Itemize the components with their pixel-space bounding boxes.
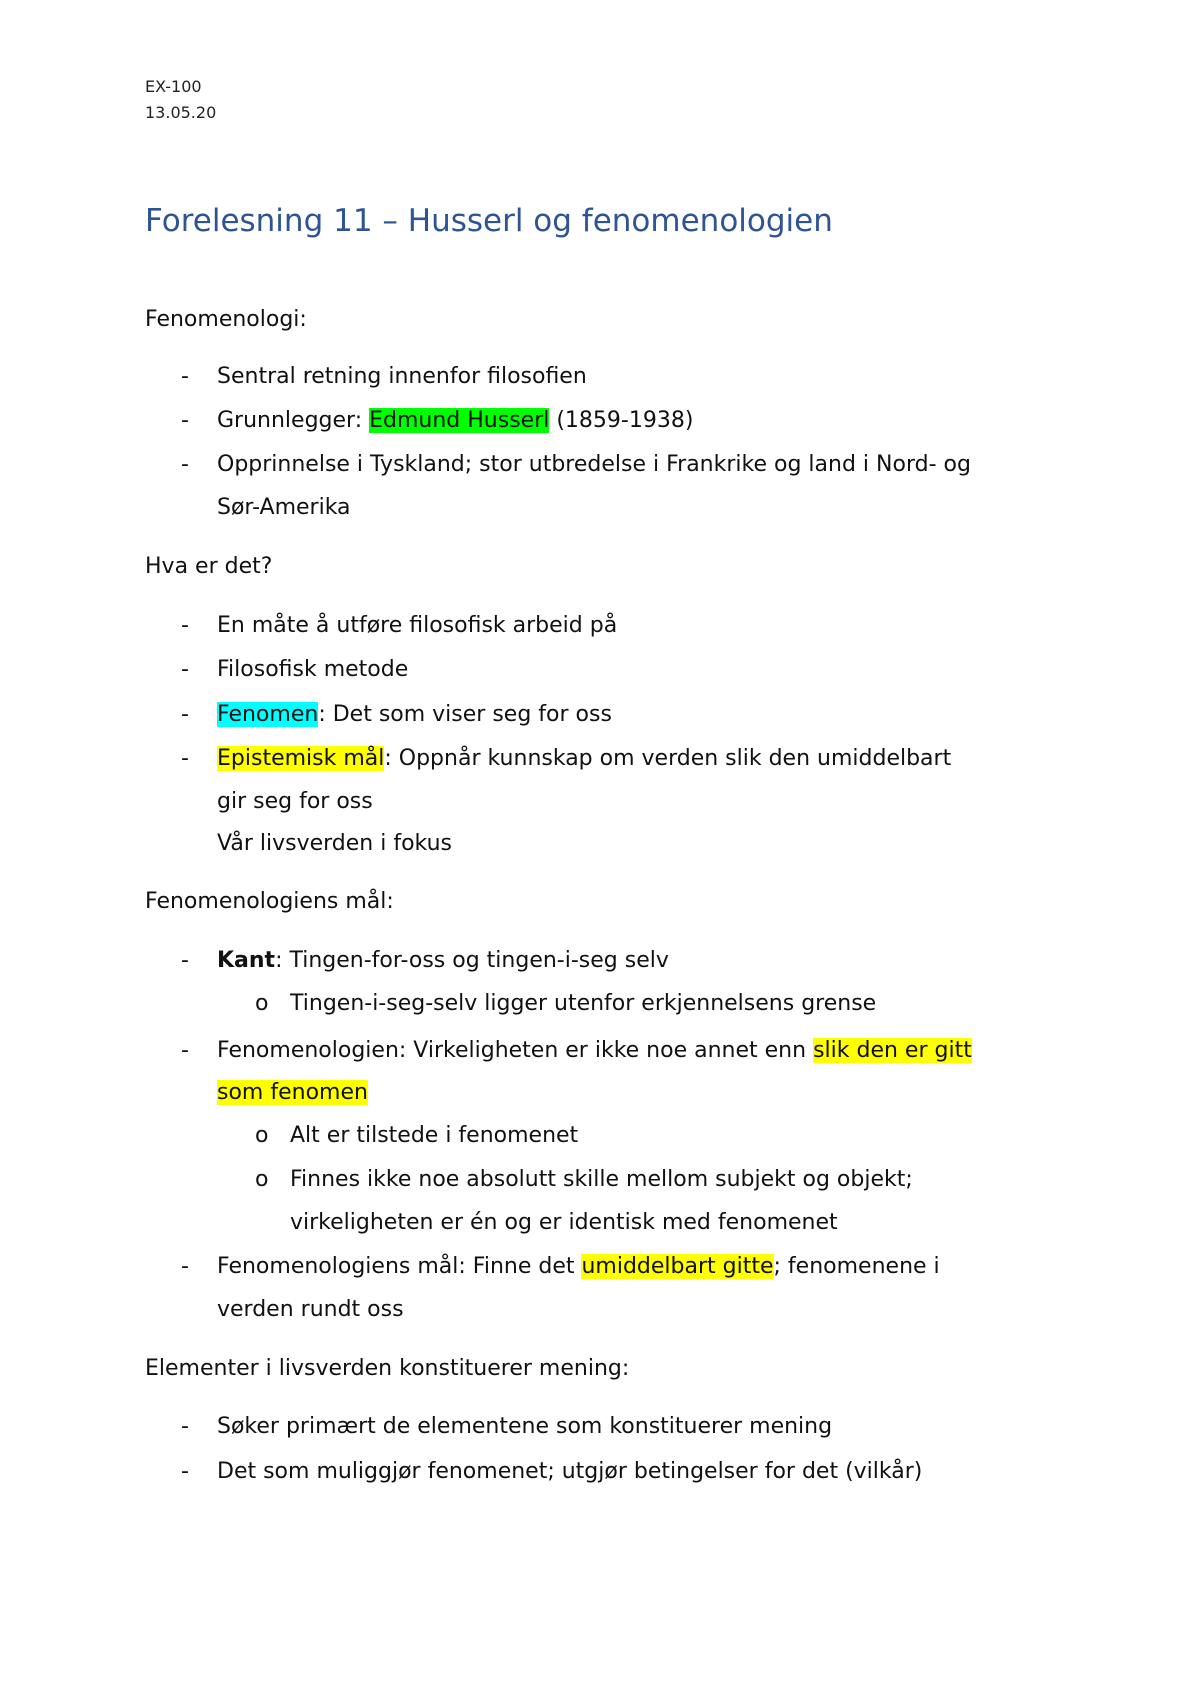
sub-list-item-continuation: virkeligheten er én og er identisk med fenomenet — [290, 1210, 838, 1235]
dash-bullet: - — [181, 364, 189, 389]
list-item — [217, 408, 693, 433]
list-item: Søker primært de elementene som konstituerer mening — [217, 1414, 833, 1439]
bold-term: Kant — [217, 948, 276, 973]
dash-bullet: - — [181, 1459, 189, 1484]
section-heading-fenomenologiens-mal: Fenomenologiens mål: — [145, 889, 394, 914]
list-item-continuation — [217, 1080, 368, 1105]
text: (1859-1938) — [549, 408, 694, 433]
dash-bullet: - — [181, 948, 189, 973]
page-title: Forelesning 11 – Husserl og fenomenologien — [145, 203, 833, 239]
section-heading-hva-er-det: Hva er det? — [145, 554, 273, 579]
list-item-continuation: Sør-Amerika — [217, 495, 351, 520]
dash-bullet: - — [181, 408, 189, 433]
list-item: Det som muliggjør fenomenet; utgjør betingelser for det (vilkår) — [217, 1459, 923, 1484]
list-item — [217, 1254, 940, 1279]
dash-bullet: - — [181, 452, 189, 477]
sub-list-item: Finnes ikke noe absolutt skille mellom subjekt og objekt; — [290, 1167, 913, 1192]
sub-bullet: o — [255, 1123, 269, 1148]
sub-list-item: Tingen-i-seg-selv ligger utenfor erkjennelsens grense — [290, 991, 877, 1016]
list-item: En måte å utføre filosofisk arbeid på — [217, 613, 618, 638]
dash-bullet: - — [181, 1254, 189, 1279]
highlight-yellow: umiddelbart gitte — [581, 1254, 774, 1279]
list-item-continuation: verden rundt oss — [217, 1297, 404, 1322]
date: 13.05.20 — [145, 103, 217, 122]
dash-bullet: - — [181, 1414, 189, 1439]
text: Fenomenologiens mål: Finne det — [217, 1254, 582, 1279]
section-heading-fenomenologi: Fenomenologi: — [145, 307, 307, 332]
list-item: Sentral retning innenfor filosofien — [217, 364, 587, 389]
text: Grunnlegger: — [217, 408, 370, 433]
dash-bullet: - — [181, 657, 189, 682]
list-item-continuation: gir seg for oss — [217, 789, 373, 814]
text: Fenomenologien: Virkeligheten er ikke noe annet enn — [217, 1038, 814, 1063]
highlight-green: Edmund Husserl — [369, 408, 550, 433]
list-item — [217, 1038, 972, 1063]
list-item: Opprinnelse i Tyskland; stor utbredelse i Frankrike og land i Nord- og — [217, 452, 971, 477]
section-heading-elementer: Elementer i livsverden konstituerer mening: — [145, 1356, 630, 1381]
highlight-yellow: Epistemisk mål — [217, 746, 385, 771]
sub-bullet: o — [255, 1167, 269, 1192]
highlight-cyan: Fenomen — [217, 702, 319, 727]
list-item: Filosofisk metode — [217, 657, 409, 682]
course-code: EX-100 — [145, 77, 202, 96]
highlight-yellow: slik den er gitt — [813, 1038, 972, 1063]
list-item — [217, 948, 669, 973]
text: : Det som viser seg for oss — [318, 702, 612, 727]
list-item-continuation: Vår livsverden i fokus — [217, 831, 452, 856]
dash-bullet: - — [181, 613, 189, 638]
dash-bullet: - — [181, 702, 189, 727]
dash-bullet: - — [181, 1038, 189, 1063]
sub-bullet: o — [255, 991, 269, 1016]
text: : Oppnår kunnskap om verden slik den umiddelbart — [384, 746, 952, 771]
text: ; fenomenene i — [773, 1254, 940, 1279]
highlight-yellow: som fenomen — [217, 1080, 368, 1105]
dash-bullet: - — [181, 746, 189, 771]
list-item — [217, 746, 951, 771]
text: : Tingen-for-oss og tingen-i-seg selv — [275, 948, 669, 973]
list-item — [217, 702, 612, 727]
sub-list-item: Alt er tilstede i fenomenet — [290, 1123, 579, 1148]
